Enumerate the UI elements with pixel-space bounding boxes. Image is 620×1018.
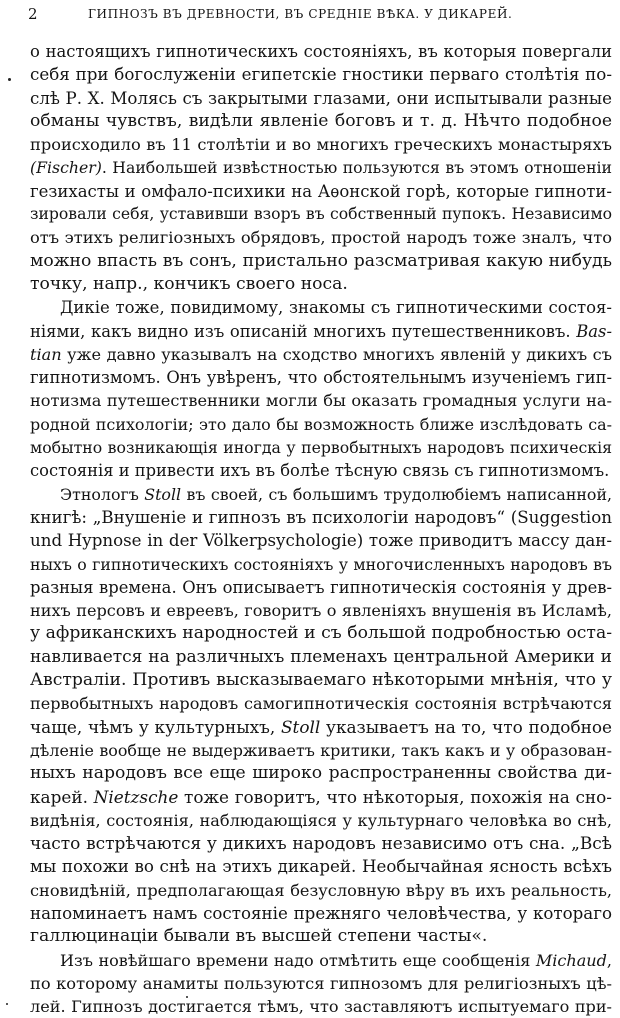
text-line: гезихасты и омфало-психики на Аѳонской горѣ, которые гипноти- (30, 181, 612, 201)
text-line: разныя времена. Онъ описываетъ гипнотическія состоянія у древ- (30, 577, 612, 597)
text-line: tian уже давно указывалъ на сходство многихъ явленій у дикихъ съ (30, 344, 612, 364)
text-line: ныхъ о гипнотическихъ состояніяхъ у многочисленныхъ народовъ въ (30, 554, 612, 574)
text-line: ныхъ народовъ все еще широко распространенны свойства ди- (30, 763, 612, 784)
text-line: отъ этихъ религіозныхъ обрядовъ, простой народъ тоже зналъ, что (30, 228, 612, 248)
text-line: дѣленіе вообще не выдерживаетъ критики, такъ какъ и у образован- (30, 740, 612, 760)
text-line: гипнотизмомъ. Онъ увѣренъ, что обстоятельнымъ изученіемъ гип- (30, 368, 612, 388)
running-title: ГИПНОЗЪ ВЪ ДРЕВНОСТИ, ВЪ СРЕДНІЕ ВѢКА. У ДИКАРЕЙ. (88, 7, 513, 21)
text-line: видѣнія, состоянія, наблюдающіяся у культурнаго человѣка во снѣ, (30, 810, 612, 830)
text-line: книгѣ: „Внушеніе и гипнозъ въ психологіи народовъ“ (Suggestion (30, 507, 612, 527)
text-line: мобытно возникающія иногда у первобытныхъ народовъ психическія (30, 438, 612, 458)
text-line: можно впасть въ сонъ, пристально разсматривая какую нибудь (30, 250, 612, 271)
text-line: карей. Nietzsche тоже говоритъ, что нѣкоторыя, похожія на сно- (30, 786, 612, 807)
text-line: Австраліи. Противъ высказываемаго нѣкоторыми мнѣнія, что у (30, 670, 612, 691)
text-line: происходило въ 11 столѣтіи и во многихъ греческихъ монастыряхъ (30, 135, 612, 155)
text-line: родной психологіи; это дало бы возможность ближе изслѣдовать са- (30, 414, 612, 434)
page-number: 2 (28, 5, 38, 23)
text-line: состоянія и привести ихъ въ болѣе тѣсную связь съ гипнотизмомъ. (30, 461, 610, 481)
text-line: точку, напр., кончикъ своего носа. (30, 273, 348, 294)
text-line: нотизма путешественники могли бы оказать громадныя услуги на- (30, 391, 612, 411)
text-line: нихъ персовъ и евреевъ, говоритъ о явленіяхъ внушенія въ Исламѣ, (30, 601, 612, 621)
body-text (30, 40, 612, 1018)
text-line: часто встрѣчаются у дикихъ народовъ независимо отъ сна. „Всѣ (30, 833, 612, 854)
text-line: Этнологъ Stoll въ своей, съ большимъ трудолюбіемъ написанной, (60, 484, 612, 504)
text-line: навливается на различныхъ племенахъ центральной Америки и (30, 646, 612, 667)
text-line: und Hypnose in der Völkerpsychologie) тоже приводитъ массу дан- (30, 531, 612, 551)
text-line: о настоящихъ гипнотическихъ состояніяхъ, въ которыя повергали (30, 42, 612, 61)
text-line: ніями, какъ видно изъ описаній многихъ путешественниковъ. Bas- (30, 321, 612, 341)
text-line: себя при богослуженіи египетскіе гностики перваго столѣтія по- (30, 64, 612, 85)
text-line: обманы чувствъ, видѣли явленіе боговъ и т. д. Нѣчто подобное (30, 110, 612, 131)
text-line: галлюцинаціи бывали въ высшей степени часты«. (30, 926, 488, 947)
text-line: чаще, чѣмъ у культурныхъ, Stoll указываетъ на то, что подобное (30, 716, 612, 737)
margin-speck (6, 1003, 8, 1005)
text-line: зировали себя, уставивши взоръ въ собственный пупокъ. Независимо (30, 205, 612, 224)
text-line: у африканскихъ народностей и съ большой подробностью оста- (30, 623, 612, 644)
text-line: Изъ новѣйшаго времени надо отмѣтить еще сообщенія Michaud, (60, 950, 612, 970)
text-line: слѣ Р. Х. Молясь съ закрытыми глазами, они испытывали разные (30, 88, 612, 108)
text-line: сновидѣній, предполагающая безусловную вѣру въ ихъ реальность, (30, 880, 612, 900)
text-line: лей. Гипнозъ достигается тѣмъ, что заставляютъ испытуемаго при- (30, 997, 612, 1017)
text-line: первобытныхъ народовъ самогипнотическія состоянія встрѣчаются (30, 694, 612, 714)
running-header (28, 5, 588, 27)
text-line: мы похожи во снѣ на этихъ дикарей. Необычайная ясность всѣхъ (30, 857, 612, 877)
margin-speck (8, 78, 11, 81)
text-line: (Fischer). Наибольшей извѣстностью пользуются въ этомъ отношеніи (30, 158, 612, 178)
text-line: по которому анамиты пользуются гипнозомъ для религіозныхъ цѣ- (30, 973, 612, 993)
text-line: Дикіе тоже, повидимому, знакомы съ гипнотическими состоя- (60, 298, 612, 318)
text-line: напоминаетъ намъ состояніе прежняго человѣчества, у котораго (30, 903, 612, 923)
